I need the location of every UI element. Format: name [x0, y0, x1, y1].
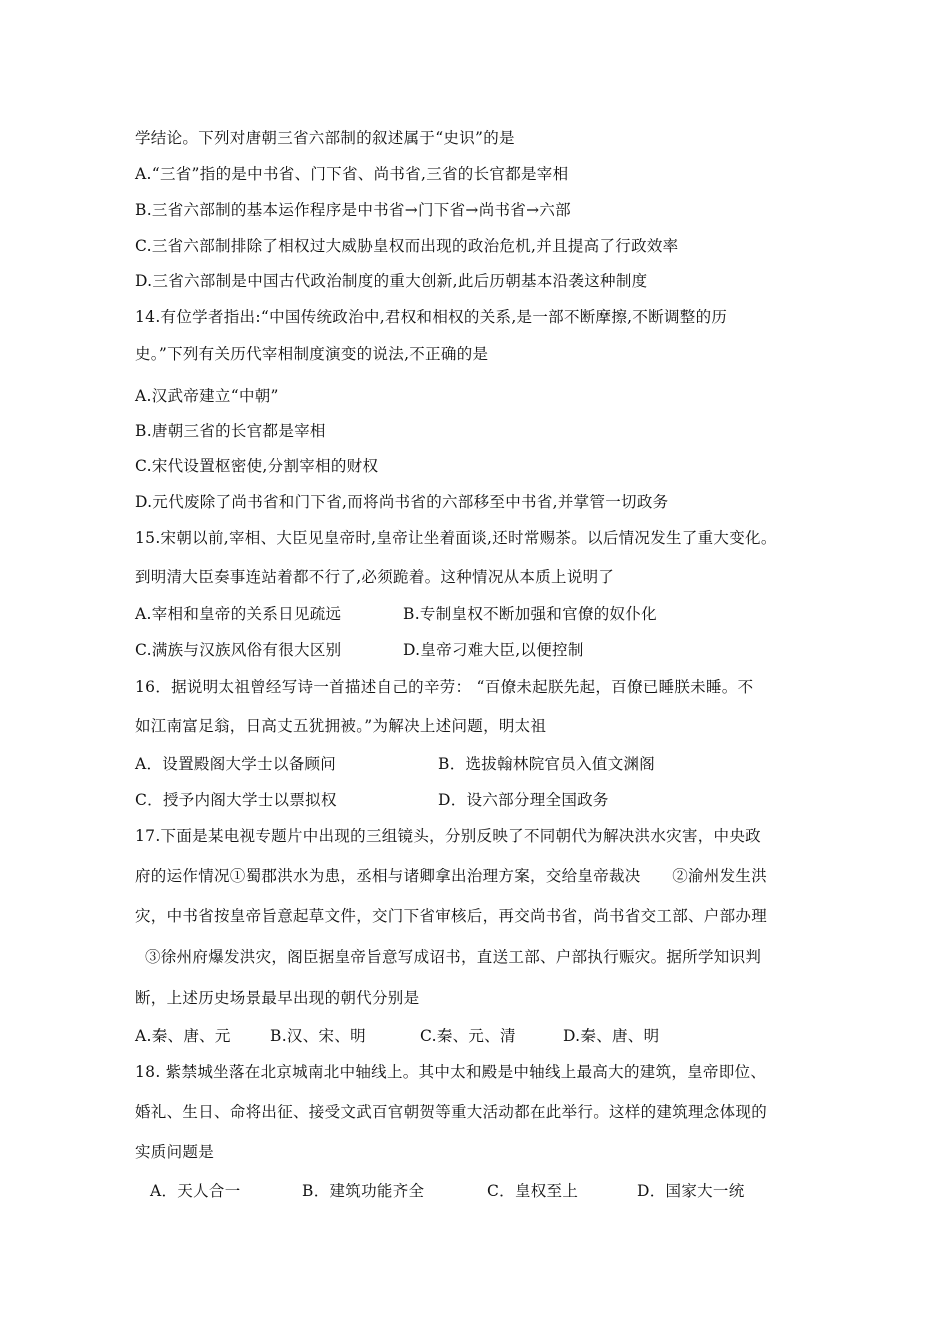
question-16-stem-line-2: 如江南富足翁，日高丈五犹拥被。”为解决上述问题，明太祖	[135, 717, 547, 735]
question-17-stem-line-2: 府的运作情况①蜀郡洪水为患，丞相与诸卿拿出治理方案，交给皇帝裁决 ②渝州发生洪	[135, 867, 768, 885]
question-15-stem-line-1: 15.宋朝以前,宰相、大臣见皇帝时,皇帝让坐着面谈,还时常赐茶。以后情况发生了重大变化。	[135, 529, 777, 547]
question-14-option-a: A.汉武帝建立“中朝”	[135, 387, 279, 405]
question-15-option-a: A.宰相和皇帝的关系日见疏远	[135, 605, 342, 623]
question-15-stem-line-2: 到明清大臣奏事连站着都不行了,必须跪着。这种情况从本质上说明了	[135, 568, 615, 586]
question-14-option-b: B.唐朝三省的长官都是宰相	[135, 422, 326, 440]
question-14-stem-line-1: 14.有位学者指出:“中国传统政治中,君权和相权的关系,是一部不断摩擦,不断调整的历	[135, 308, 728, 326]
question-17-stem-line-5: 断，上述历史场景最早出现的朝代分别是	[135, 989, 420, 1007]
question-18-option-a: A．天人合一	[150, 1182, 241, 1200]
question-18-option-d: D．国家大一统	[637, 1182, 745, 1200]
question-18-stem-line-2: 婚礼、生日、命将出征、接受文武百官朝贺等重大活动都在此举行。这样的建筑理念体现的	[135, 1103, 768, 1121]
question-13-stem: 学结论。下列对唐朝三省六部制的叙述属于“史识”的是	[135, 129, 515, 147]
question-15-option-c: C.满族与汉族风俗有很大区别	[135, 641, 342, 659]
question-13-option-c: C.三省六部制排除了相权过大威胁皇权而出现的政治危机,并且提高了行政效率	[135, 237, 679, 255]
question-13-option-a: A.“三省”指的是中书省、门下省、尚书省,三省的长官都是宰相	[135, 165, 569, 183]
question-16-option-b: B．选拔翰林院官员入值文渊阁	[438, 755, 656, 773]
question-17-stem-line-3: 灾，中书省按皇帝旨意起草文件，交门下省审核后，再交尚书省，尚书省交工部、户部办理	[135, 907, 768, 925]
question-15-option-b: B.专制皇权不断加强和官僚的奴仆化	[403, 605, 657, 623]
question-17-stem-line-1: 17.下面是某电视专题片中出现的三组镜头，分别反映了不同朝代为解决洪水灾害，中央政	[135, 827, 761, 845]
question-15-option-d: D.皇帝刁难大臣,以便控制	[403, 641, 584, 659]
question-16-option-c: C．授予内阁大学士以票拟权	[135, 791, 337, 809]
question-14-option-d: D.元代废除了尚书省和门下省,而将尚书省的六部移至中书省,并掌管一切政务	[135, 493, 669, 511]
question-13-option-b: B.三省六部制的基本运作程序是中书省→门下省→尚书省→六部	[135, 201, 571, 219]
question-18-option-b: B．建筑功能齐全	[302, 1182, 425, 1200]
question-17-stem-line-4: ③徐州府爆发洪灾，阁臣据皇帝旨意写成诏书，直送工部、户部执行赈灾。据所学知识判	[145, 948, 762, 966]
question-16-option-a: A．设置殿阁大学士以备顾问	[135, 755, 337, 773]
question-17-option-d: D.秦、唐、明	[563, 1027, 660, 1045]
question-17-option-a: A.秦、唐、元	[135, 1027, 231, 1045]
question-18-stem-line-3: 实质问题是	[135, 1143, 215, 1161]
question-14-stem-line-2: 史。”下列有关历代宰相制度演变的说法,不正确的是	[135, 345, 489, 363]
question-14-option-c: C.宋代设置枢密使,分割宰相的财权	[135, 457, 379, 475]
question-17-option-c: C.秦、元、清	[420, 1027, 516, 1045]
question-17-option-b: B.汉、宋、明	[270, 1027, 366, 1045]
question-18-option-c: C．皇权至上	[487, 1182, 579, 1200]
question-13-option-d: D.三省六部制是中国古代政治制度的重大创新,此后历朝基本沿袭这种制度	[135, 272, 648, 290]
question-16-stem-line-1: 16．据说明太祖曾经写诗一首描述自己的辛劳： “百僚未起朕先起，百僚已睡朕未睡。不	[135, 678, 754, 696]
question-16-option-d: D．设六部分理全国政务	[438, 791, 609, 809]
question-18-stem-line-1: 18. 紫禁城坐落在北京城南北中轴线上。其中太和殿是中轴线上最高大的建筑，皇帝即位、	[135, 1063, 767, 1081]
